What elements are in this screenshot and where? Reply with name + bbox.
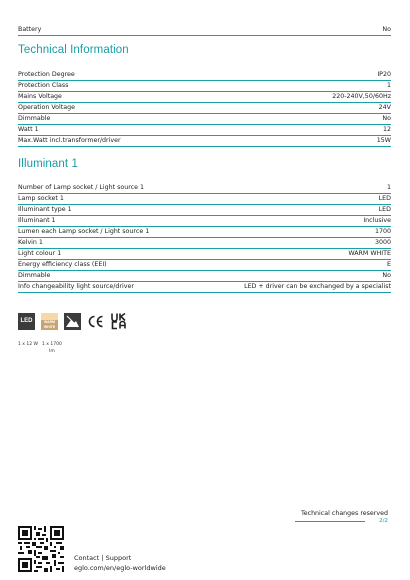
battery-label: Battery bbox=[18, 26, 42, 33]
qr-code-icon bbox=[18, 526, 64, 572]
table-row bbox=[18, 92, 391, 103]
row-label: Lumen each Lamp socket / Light source 1 bbox=[18, 228, 150, 235]
table-row bbox=[18, 205, 391, 216]
row-label: Kelvin 1 bbox=[18, 239, 43, 246]
table-row bbox=[18, 238, 391, 249]
row-value: No bbox=[382, 272, 391, 279]
table-row bbox=[18, 194, 391, 205]
row-label: Light colour 1 bbox=[18, 250, 62, 257]
row-value: Inclusive bbox=[363, 217, 391, 224]
footer-divider bbox=[295, 521, 365, 522]
row-value: 1 bbox=[386, 184, 391, 191]
row-value: IP20 bbox=[377, 71, 391, 78]
row-label: Energy efficiency class (EEI) bbox=[18, 261, 107, 268]
row-value: WARM WHITE bbox=[348, 250, 391, 257]
battery-value: No bbox=[382, 26, 391, 33]
row-value: E bbox=[387, 261, 391, 268]
row-value: 1700 bbox=[374, 228, 391, 235]
table-row bbox=[18, 282, 391, 293]
row-label: Protection Degree bbox=[18, 71, 75, 78]
contact-support-link[interactable]: Contact | Support bbox=[74, 554, 132, 562]
technical-information-table bbox=[18, 70, 391, 147]
warm-white-swatch bbox=[41, 313, 58, 320]
table-row bbox=[18, 81, 391, 92]
row-value: 220-240V,50/60Hz bbox=[332, 93, 391, 100]
table-row bbox=[18, 271, 391, 282]
table-row bbox=[18, 125, 391, 136]
table-row bbox=[18, 216, 391, 227]
row-label: Info changeability light source/driver bbox=[18, 283, 134, 290]
lumen-unit: lm bbox=[49, 349, 55, 354]
technical-changes-note: Technical changes reserved bbox=[300, 510, 388, 517]
row-value: 1 bbox=[386, 82, 391, 89]
illuminant-table bbox=[18, 183, 391, 293]
row-label: Illuminant type 1 bbox=[18, 206, 72, 213]
row-value: 12 bbox=[382, 126, 391, 133]
certification-icons bbox=[18, 312, 128, 330]
row-label: Watt 1 bbox=[18, 126, 39, 133]
table-row bbox=[18, 114, 391, 125]
table-row bbox=[18, 249, 391, 260]
page-number: 2/2 bbox=[379, 518, 388, 524]
row-label: Lamp socket 1 bbox=[18, 195, 64, 202]
not-dimmable-icon bbox=[64, 313, 81, 330]
table-row bbox=[18, 70, 391, 81]
row-value: LED bbox=[378, 206, 391, 213]
row-label: Illuminant 1 bbox=[18, 217, 56, 224]
row-value: No bbox=[382, 115, 391, 122]
icon-sublabels bbox=[18, 341, 62, 355]
warm-white-icon bbox=[41, 313, 58, 330]
table-row bbox=[18, 136, 391, 147]
warm-white-label: WARM WHITE bbox=[41, 320, 58, 330]
row-label: Mains Voltage bbox=[18, 93, 62, 100]
led-icon: LED bbox=[18, 313, 35, 330]
lumen-caption bbox=[42, 341, 62, 355]
illuminant-heading: Illuminant 1 bbox=[18, 158, 79, 170]
row-value: 15W bbox=[376, 137, 391, 144]
wattage-caption: 1 x 12 W bbox=[18, 342, 38, 347]
contact-block bbox=[74, 553, 166, 573]
row-label: Protection Class bbox=[18, 82, 69, 89]
ukca-mark-icon bbox=[110, 312, 128, 330]
technical-information-heading: Technical Information bbox=[18, 44, 129, 56]
table-row bbox=[18, 183, 391, 194]
row-value: LED bbox=[378, 195, 391, 202]
row-label: Dimmable bbox=[18, 115, 51, 122]
row-label: Operation Voltage bbox=[18, 104, 75, 111]
row-value: LED + driver can be exchanged by a specialist bbox=[244, 283, 391, 290]
row-value: 24V bbox=[378, 104, 391, 111]
table-row bbox=[18, 260, 391, 271]
table-row bbox=[18, 103, 391, 114]
row-value: 3000 bbox=[374, 239, 391, 246]
table-row bbox=[18, 227, 391, 238]
row-label: Number of Lamp socket / Light source 1 bbox=[18, 184, 144, 191]
ce-mark-icon bbox=[87, 313, 104, 330]
lumen-value: 1 x 1700 bbox=[42, 342, 62, 347]
website-link[interactable]: eglo.com/en/eglo-worldwide bbox=[74, 564, 166, 572]
battery-row bbox=[18, 25, 391, 36]
row-label: Max.Watt incl.transformer/driver bbox=[18, 137, 121, 144]
row-label: Dimmable bbox=[18, 272, 51, 279]
